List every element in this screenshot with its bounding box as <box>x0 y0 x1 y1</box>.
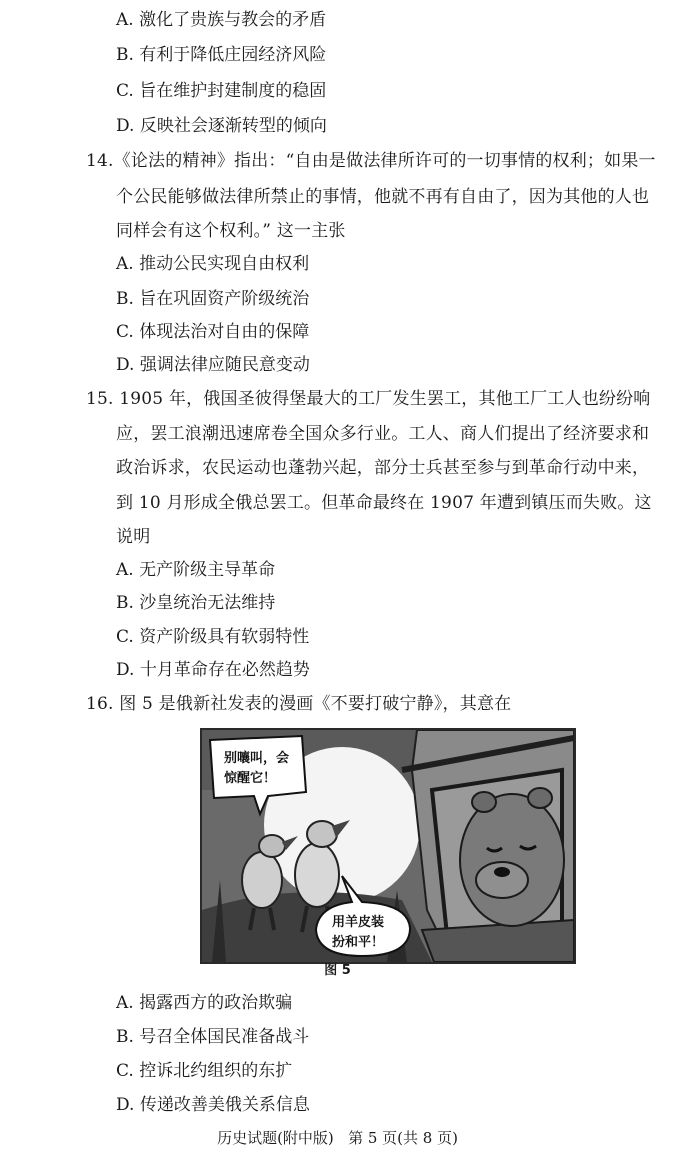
cartoon-illustration <box>202 730 574 962</box>
q15-stem-line-1: 15. 1905 年，俄国圣彼得堡最大的工厂发生罢工，其他工厂工人也纷纷响 <box>86 389 651 409</box>
q15-option-b: B. 沙皇统治无法维持 <box>116 593 276 613</box>
speech-bubble-bottom-line-1: 用羊皮装 <box>332 915 385 930</box>
q14-option-c: C. 体现法治对自由的保障 <box>116 322 310 342</box>
speech-bubble-top-line-2: 惊醒它！ <box>224 771 277 786</box>
q16-option-d: D. 传递改善美俄关系信息 <box>116 1095 310 1115</box>
q15-option-a: A. 无产阶级主导革命 <box>116 560 276 580</box>
q13-option-a: A. 激化了贵族与教会的矛盾 <box>116 10 327 30</box>
speech-bubble-bottom-line-2: 扮和平！ <box>332 935 385 950</box>
q13-option-c: C. 旨在维护封建制度的稳固 <box>116 81 327 101</box>
figure-caption: 图 5 <box>324 963 351 978</box>
q14-stem-line-1: 14.《论法的精神》指出：“自由是做法律所许可的一切事情的权利；如果一 <box>86 151 656 171</box>
q14-option-b: B. 旨在巩固资产阶级统治 <box>116 289 310 309</box>
q14-option-a: A. 推动公民实现自由权利 <box>116 254 310 274</box>
q13-option-d: D. 反映社会逐渐转型的倾向 <box>116 116 327 136</box>
speech-bubble-top-line-1: 别嚷叫，会 <box>224 751 290 766</box>
q15-stem-line-3: 政治诉求，农民运动也蓬勃兴起，部分士兵甚至参与到革命行动中来， <box>116 458 650 478</box>
q16-option-a: A. 揭露西方的政治欺骗 <box>116 993 293 1013</box>
q16-option-b: B. 号召全体国民准备战斗 <box>116 1027 310 1047</box>
q14-stem-line-3: 同样会有这个权利。” 这一主张 <box>116 221 346 241</box>
q15-stem-line-4: 到 10 月形成全俄总罢工。但革命最终在 1907 年遭到镇压而失败。这 <box>116 493 652 513</box>
q16-stem-line-1: 16. 图 5 是俄新社发表的漫画《不要打破宁静》，其意在 <box>86 694 512 714</box>
cartoon-figure <box>200 728 576 964</box>
q15-option-c: C. 资产阶级具有软弱特性 <box>116 627 310 647</box>
q15-stem-line-5: 说明 <box>116 527 151 547</box>
q14-stem-line-2: 个公民能够做法律所禁止的事情，他就不再有自由了，因为其他的人也 <box>116 187 650 207</box>
q16-option-c: C. 控诉北约组织的东扩 <box>116 1061 293 1081</box>
page-footer: 历史试题(附中版) 第 5 页(共 8 页) <box>217 1129 458 1147</box>
q15-option-d: D. 十月革命存在必然趋势 <box>116 660 310 680</box>
q15-stem-line-2: 应，罢工浪潮迅速席卷全国众多行业。工人、商人们提出了经济要求和 <box>116 424 650 444</box>
q13-option-b: B. 有利于降低庄园经济风险 <box>116 45 327 65</box>
q14-option-d: D. 强调法律应随民意变动 <box>116 355 310 375</box>
